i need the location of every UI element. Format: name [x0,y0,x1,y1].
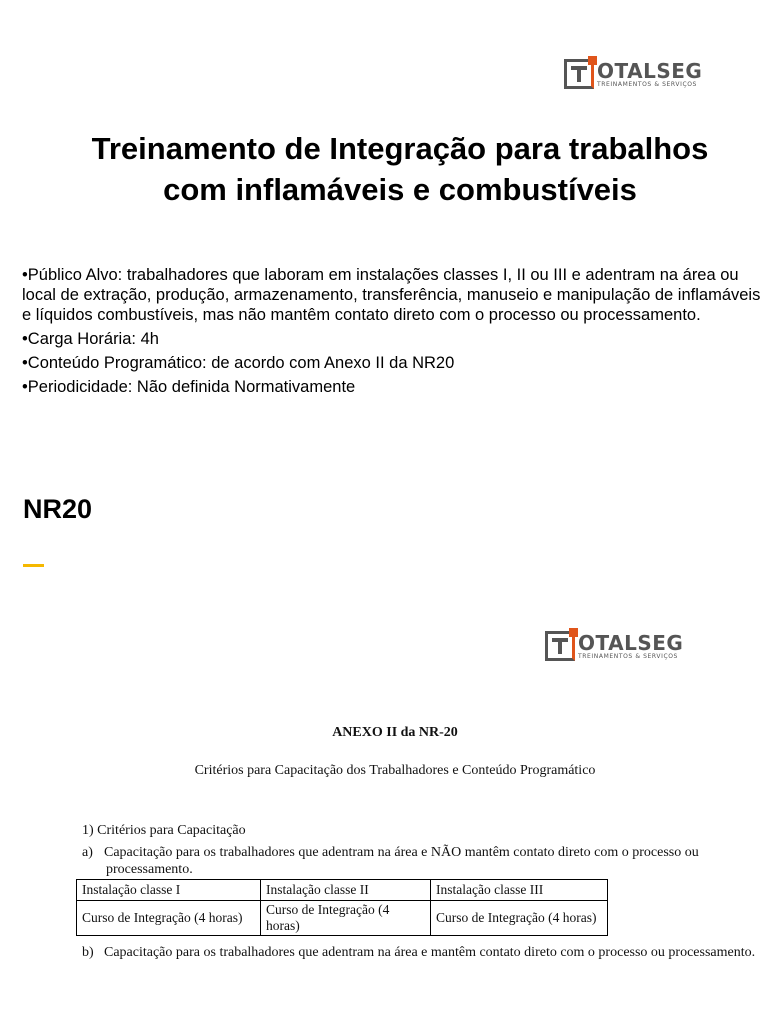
course-details-list [22,265,767,401]
table-header-cell: Instalação classe II [261,880,431,901]
item-a-label: a) [82,845,93,860]
bullet-workload: •Carga Horária: 4h [22,330,159,348]
logo-tagline: TREINAMENTOS & SERVIÇOS [578,652,678,660]
logo-tagline: TREINAMENTOS & SERVIÇOS [597,80,697,88]
table-header-cell: Instalação classe III [431,880,608,901]
totalseg-logo-icon [564,59,594,89]
bullet-target-audience: •Público Alvo: trabalhadores que laboram em instalações classes I, II ou III e adentram na área ou local de extração, produção, armazenamento, transferência, manuseio e manipulação de inflamáveis e líquidos combustíveis, mas não mantêm contato direto com o processo ou processamento. [22,266,761,324]
table-header-cell: Instalação classe I [77,880,261,901]
totalseg-logo [545,631,683,661]
item-b-text: Capacitação para os trabalhadores que adentram na área e mantêm contato direto com o processo ou processamento. [104,945,756,960]
logo-brand-text: OTALSEG [597,58,703,83]
item-b-label: b) [82,945,94,960]
item-a-text: Capacitação para os trabalhadores que adentram na área e NÃO mantêm contato direto com o processo ou [104,845,699,860]
annex-title: ANEXO II da NR-20 [332,725,458,740]
installation-classes-table [76,879,608,936]
item-a-text-cont: processamento. [106,862,193,877]
title-line-2: com inflamáveis e combustíveis [163,172,637,207]
annex-subtitle: Critérios para Capacitação dos Trabalhadores e Conteúdo Programático [194,763,596,778]
totalseg-logo-icon [545,631,575,661]
bullet-periodicity: •Periodicidade: Não definida Normativamente [22,378,356,396]
table-row [77,901,608,936]
title-line-1: Treinamento de Integração para trabalhos [91,131,709,166]
logo-brand-text: OTALSEG [578,630,684,655]
page-title [20,128,768,210]
totalseg-logo [564,59,702,89]
accent-divider [23,564,44,567]
table-cell: Curso de Integração (4 horas) [431,901,608,936]
table-cell: Curso de Integração (4 horas) [77,901,261,936]
section-heading: NR20 [23,494,93,524]
table-row [77,880,608,901]
table-cell: Curso de Integração (4 horas) [261,901,431,936]
criteria-heading: 1) Critérios para Capacitação [82,823,246,838]
criteria-item-a [82,844,707,878]
criteria-item-b [82,945,755,961]
bullet-program-content: •Conteúdo Programático: de acordo com Anexo II da NR20 [22,354,455,372]
